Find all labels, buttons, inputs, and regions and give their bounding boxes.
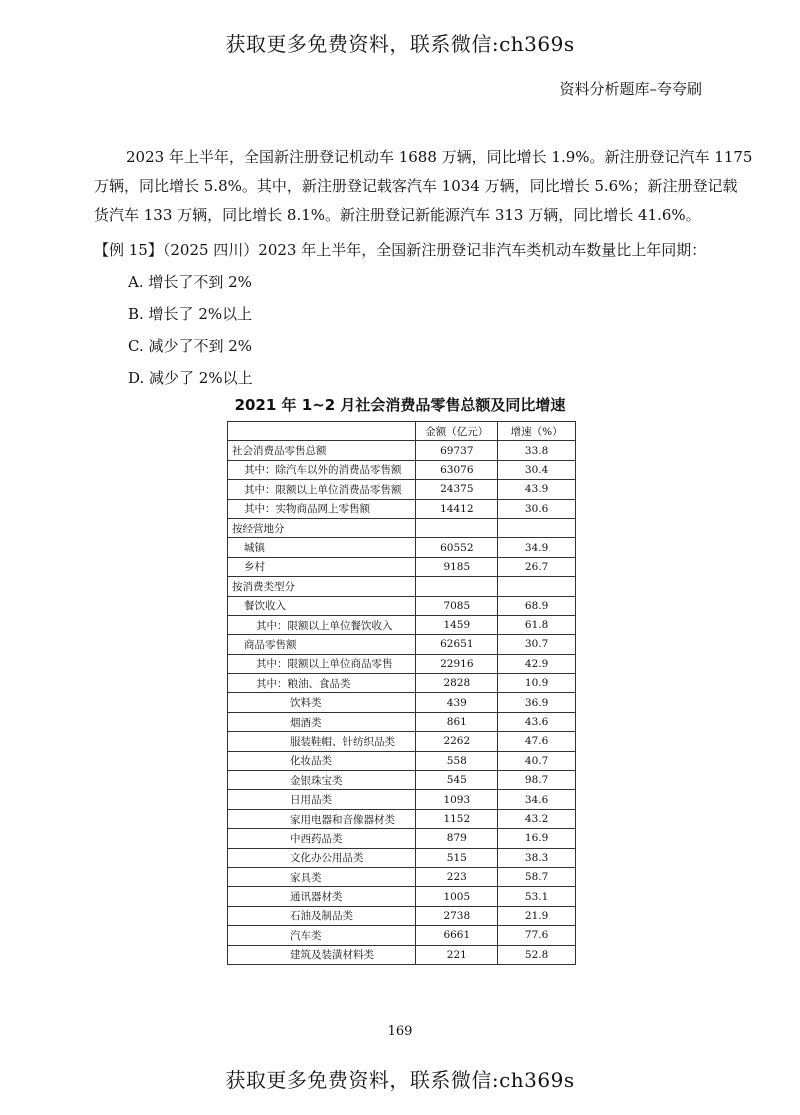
row-rate: 36.9 (498, 693, 576, 712)
row-rate: 43.6 (498, 712, 576, 731)
table-row (228, 557, 576, 576)
row-label: 其中：限额以上单位消费品零售额 (228, 480, 416, 499)
paragraph-line: 万辆，同比增长 5.8%。其中，新注册登记载客汽车 1034 万辆，同比增长 5.6%；新注册登记载 (94, 177, 738, 195)
row-label: 按消费类型分 (228, 577, 416, 596)
data-paragraph (94, 143, 753, 230)
row-rate (498, 518, 576, 537)
table-header-row (228, 422, 576, 441)
row-label: 餐饮收入 (228, 596, 416, 615)
row-label: 金银珠宝类 (228, 771, 416, 790)
header-amount: 金额（亿元） (416, 422, 498, 441)
table-row (228, 790, 576, 809)
row-rate: 21.9 (498, 906, 576, 925)
row-rate: 34.6 (498, 790, 576, 809)
row-rate: 26.7 (498, 557, 576, 576)
row-amount: 223 (416, 867, 498, 886)
header-rate: 增速（%） (498, 422, 576, 441)
paragraph-line: 2023 年上半年，全国新注册登记机动车 1688 万辆，同比增长 1.9%。新注册登记汽车 1175 (126, 148, 753, 166)
row-label: 饮料类 (228, 693, 416, 712)
row-rate: 30.7 (498, 635, 576, 654)
retail-sales-table (227, 421, 576, 965)
option-d: D. 减少了 2%以上 (128, 369, 253, 387)
row-rate: 68.9 (498, 596, 576, 615)
table-row (228, 809, 576, 828)
row-label: 按经营地分 (228, 518, 416, 537)
row-label: 石油及制品类 (228, 906, 416, 925)
table-row (228, 906, 576, 925)
table-row (228, 480, 576, 499)
row-rate: 52.8 (498, 945, 576, 964)
row-label: 中西药品类 (228, 829, 416, 848)
row-rate: 34.9 (498, 538, 576, 557)
row-amount: 861 (416, 712, 498, 731)
row-label: 其中：除汽车以外的消费品零售额 (228, 460, 416, 479)
row-amount: 439 (416, 693, 498, 712)
row-label: 化妆品类 (228, 751, 416, 770)
question-stem: 【例 15】（2025 四川）2023 年上半年，全国新注册登记非汽车类机动车数量比上年同期： (94, 241, 707, 259)
table-row (228, 538, 576, 557)
row-label: 文化办公用品类 (228, 848, 416, 867)
row-amount: 221 (416, 945, 498, 964)
row-rate: 53.1 (498, 887, 576, 906)
option-b: B. 增长了 2%以上 (128, 305, 253, 323)
row-rate: 30.4 (498, 460, 576, 479)
row-amount: 558 (416, 751, 498, 770)
row-amount: 2738 (416, 906, 498, 925)
row-amount: 545 (416, 771, 498, 790)
row-amount: 24375 (416, 480, 498, 499)
table-row (228, 635, 576, 654)
row-label: 其中：粮油、食品类 (228, 674, 416, 693)
row-rate: 77.6 (498, 926, 576, 945)
row-label: 其中：限额以上单位商品零售 (228, 654, 416, 673)
row-amount: 6661 (416, 926, 498, 945)
row-label: 其中：限额以上单位餐饮收入 (228, 615, 416, 634)
row-amount: 9185 (416, 557, 498, 576)
row-rate: 47.6 (498, 732, 576, 751)
bottom-banner: 获取更多免费资料，联系微信:ch369s (225, 1068, 575, 1092)
option-a: A. 增长了不到 2% (128, 273, 252, 291)
row-label: 城镇 (228, 538, 416, 557)
row-rate: 43.9 (498, 480, 576, 499)
row-amount (416, 577, 498, 596)
row-amount: 1093 (416, 790, 498, 809)
row-amount (416, 518, 498, 537)
row-amount: 69737 (416, 441, 498, 460)
row-label: 商品零售额 (228, 635, 416, 654)
row-rate: 58.7 (498, 867, 576, 886)
table-row (228, 518, 576, 537)
row-amount: 14412 (416, 499, 498, 518)
row-label: 社会消费品零售总额 (228, 441, 416, 460)
option-c: C. 减少了不到 2% (128, 337, 253, 355)
row-amount: 2828 (416, 674, 498, 693)
page-number: 169 (387, 1024, 413, 1039)
table-row (228, 829, 576, 848)
answer-options (128, 266, 253, 394)
row-rate: 30.6 (498, 499, 576, 518)
row-amount: 1152 (416, 809, 498, 828)
table-row (228, 615, 576, 634)
row-rate: 38.3 (498, 848, 576, 867)
row-label: 汽车类 (228, 926, 416, 945)
table-row (228, 945, 576, 964)
table-row (228, 499, 576, 518)
table-row (228, 848, 576, 867)
row-amount: 1005 (416, 887, 498, 906)
row-label: 服装鞋帽、针纺织品类 (228, 732, 416, 751)
row-label: 乡村 (228, 557, 416, 576)
row-rate: 43.2 (498, 809, 576, 828)
table-row (228, 460, 576, 479)
table-row (228, 926, 576, 945)
row-label: 其中：实物商品网上零售额 (228, 499, 416, 518)
table-row (228, 887, 576, 906)
row-label: 建筑及装潢材料类 (228, 945, 416, 964)
row-amount: 1459 (416, 615, 498, 634)
row-rate: 16.9 (498, 829, 576, 848)
table-title: 2021 年 1~2 月社会消费品零售总额及同比增速 (234, 396, 566, 414)
table-row (228, 674, 576, 693)
row-label: 家用电器和音像器材类 (228, 809, 416, 828)
table-row (228, 596, 576, 615)
row-amount: 2262 (416, 732, 498, 751)
row-label: 通讯器材类 (228, 887, 416, 906)
row-rate: 10.9 (498, 674, 576, 693)
row-amount: 63076 (416, 460, 498, 479)
row-amount: 22916 (416, 654, 498, 673)
table-row (228, 751, 576, 770)
table-row (228, 712, 576, 731)
row-label: 日用品类 (228, 790, 416, 809)
row-rate (498, 577, 576, 596)
row-rate: 33.8 (498, 441, 576, 460)
table-row (228, 577, 576, 596)
table-row (228, 732, 576, 751)
table-row (228, 654, 576, 673)
row-label: 烟酒类 (228, 712, 416, 731)
row-rate: 98.7 (498, 771, 576, 790)
paragraph-line: 货汽车 133 万辆，同比增长 8.1%。新注册登记新能源汽车 313 万辆，同比增长 41.6%。 (94, 206, 701, 224)
row-amount: 515 (416, 848, 498, 867)
top-banner: 获取更多免费资料，联系微信:ch369s (225, 32, 575, 56)
row-amount: 62651 (416, 635, 498, 654)
table-row (228, 867, 576, 886)
header-item (228, 422, 416, 441)
row-amount: 7085 (416, 596, 498, 615)
row-label: 家具类 (228, 867, 416, 886)
table-row (228, 441, 576, 460)
row-rate: 42.9 (498, 654, 576, 673)
table-row (228, 693, 576, 712)
row-rate: 40.7 (498, 751, 576, 770)
row-amount: 879 (416, 829, 498, 848)
row-amount: 60552 (416, 538, 498, 557)
table-row (228, 771, 576, 790)
running-header: 资料分析题库–夸夸刷 (559, 80, 702, 98)
row-rate: 61.8 (498, 615, 576, 634)
